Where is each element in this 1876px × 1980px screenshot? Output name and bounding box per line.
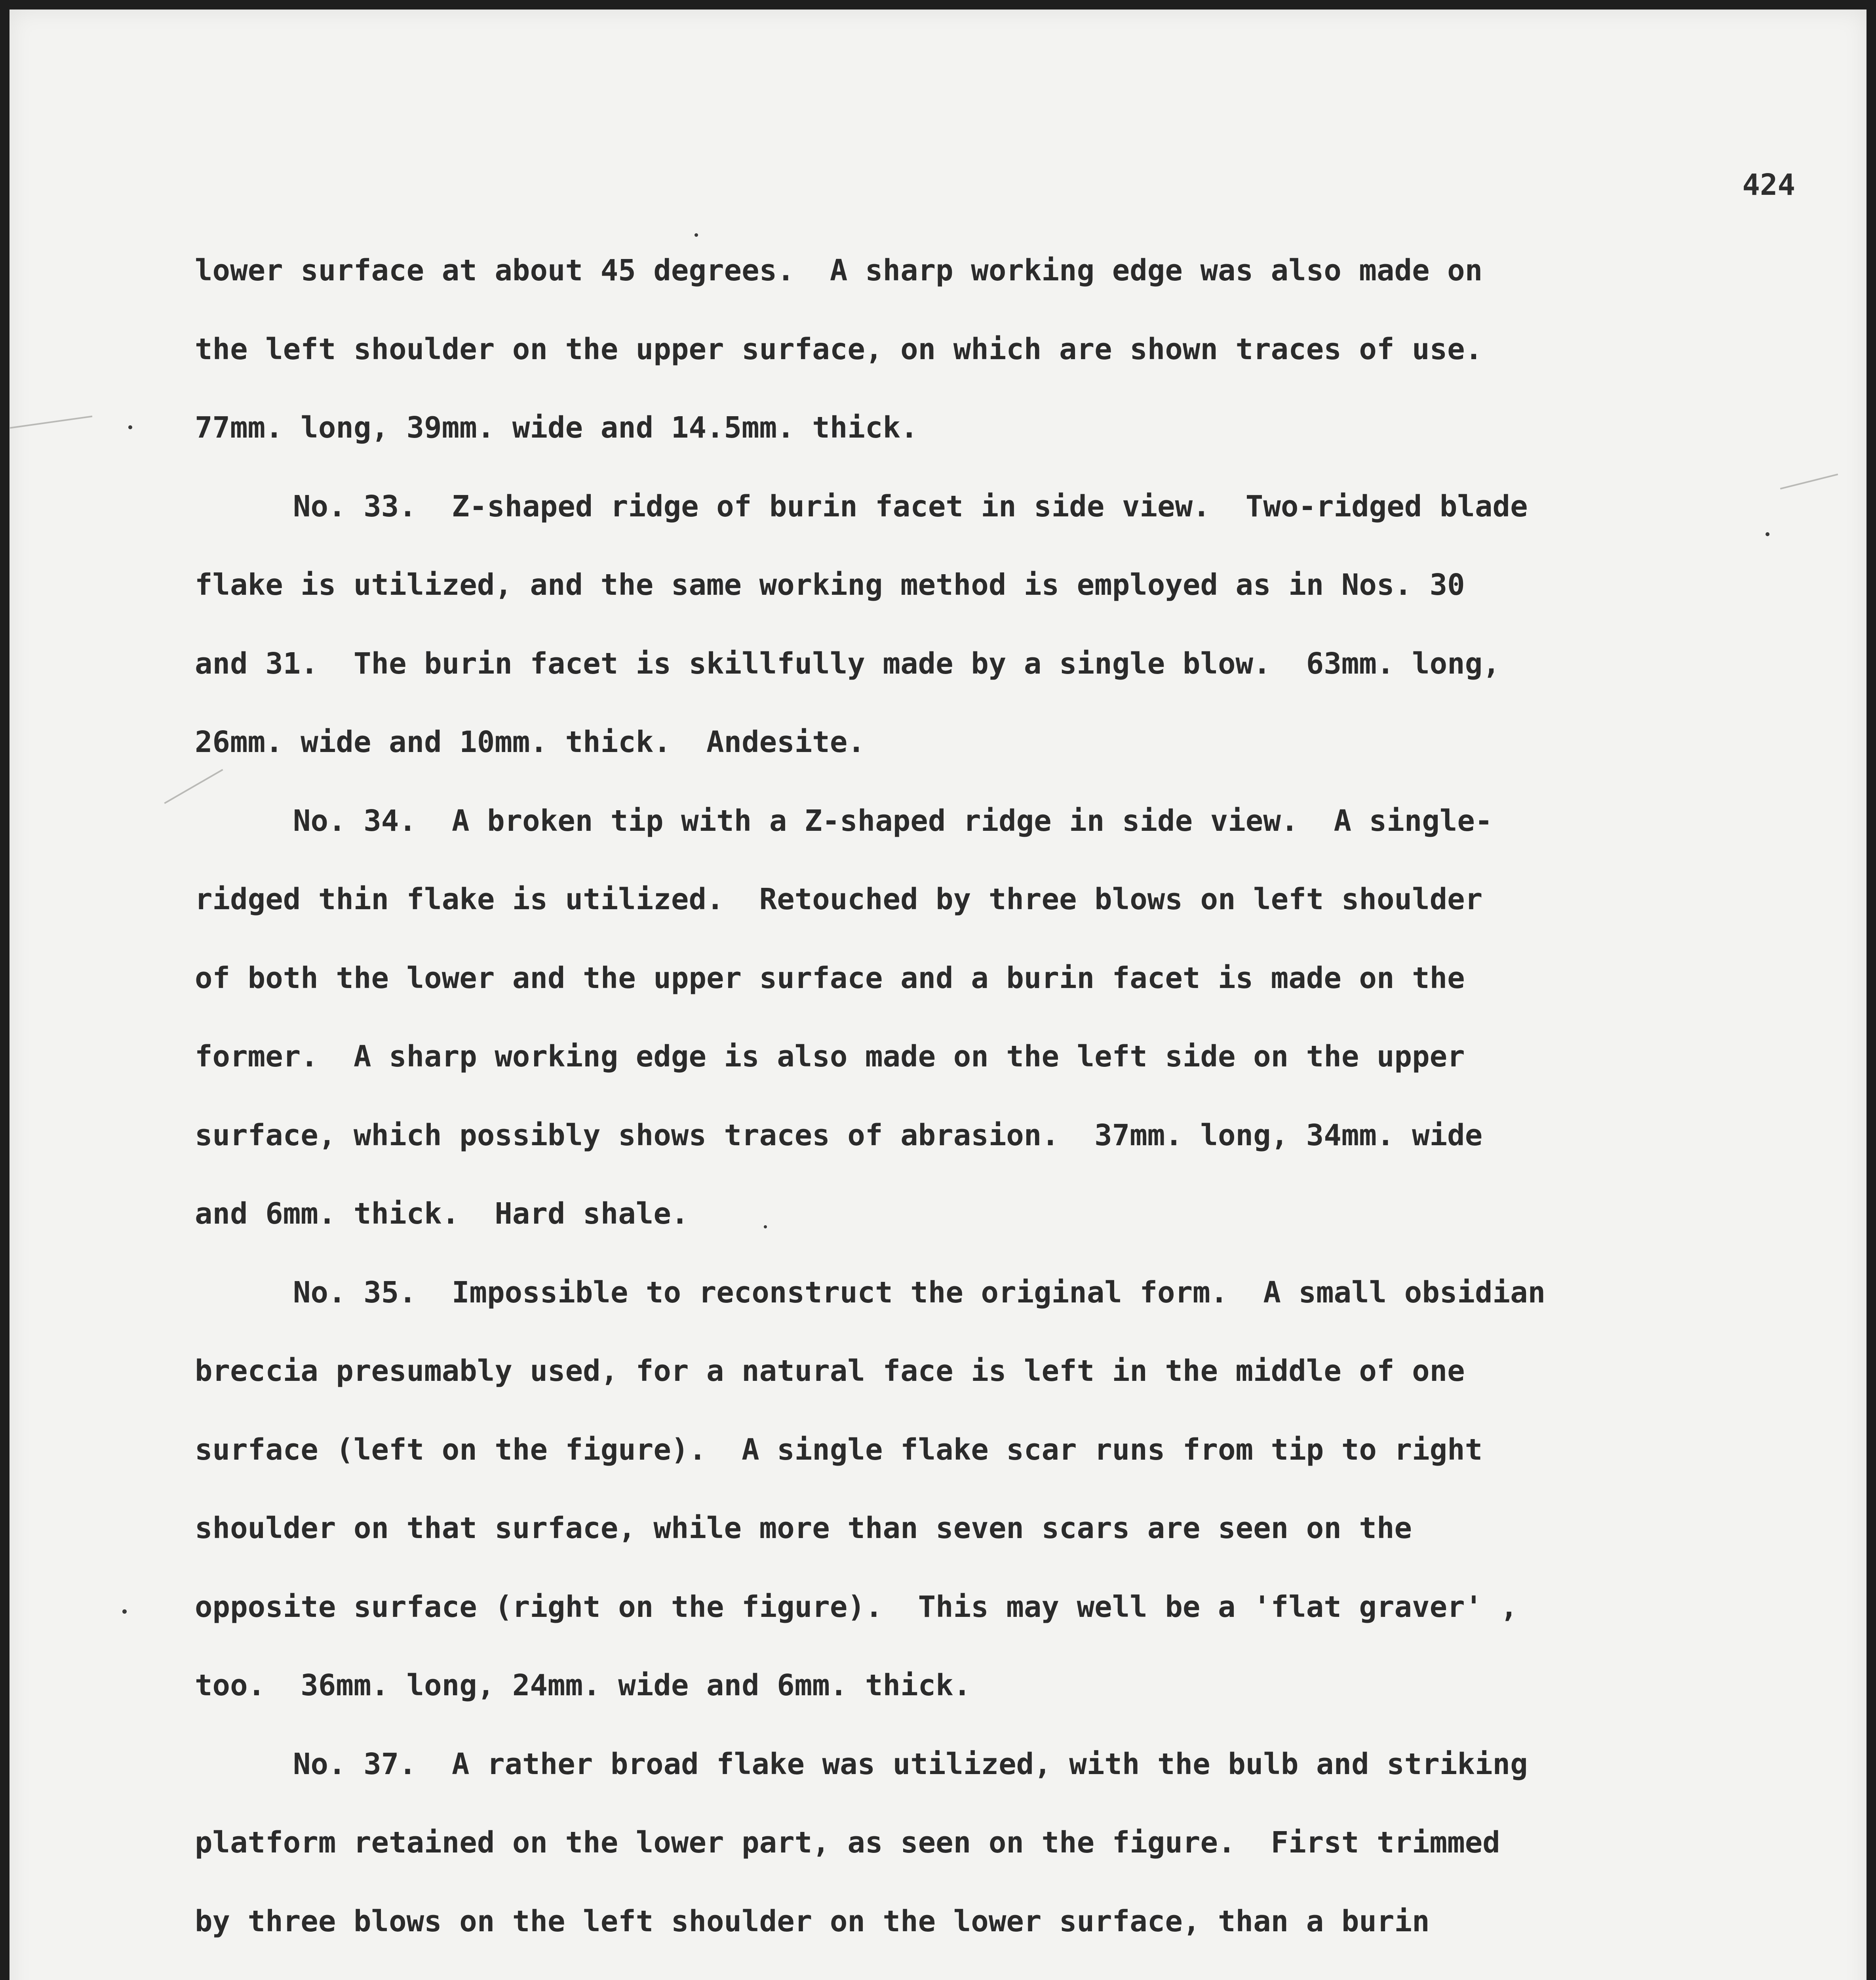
text-line: surface, which possibly shows traces of abrasion. 37mm. long, 34mm. wide [195, 1118, 1483, 1152]
text-line: too. 36mm. long, 24mm. wide and 6mm. thick. [195, 1668, 971, 1702]
scan-mark [1780, 474, 1838, 489]
text-line: of both the lower and the upper surface and a burin facet is made on the [195, 961, 1465, 995]
body-text [195, 231, 1759, 1980]
document-page [10, 10, 1866, 1980]
text-line: flake is utilized, and the same working method is employed as in Nos. 30 [195, 568, 1465, 602]
scan-speck [1766, 532, 1769, 536]
text-line: platform retained on the lower part, as seen on the figure. First trimmed [195, 1826, 1500, 1860]
text-line: lower surface at about 45 degrees. A sharp working edge was also made on [195, 253, 1483, 287]
text-line: opposite surface (right on the figure). This may well be a 'flat graver' , [195, 1590, 1518, 1624]
text-line: former. A sharp working edge is also made on the left side on the upper [195, 1040, 1465, 1074]
text-line: surface (left on the figure). A single flake scar runs from tip to right [195, 1432, 1483, 1467]
text-line: No. 34. A broken tip with a Z-shaped ridge in side view. A single- [293, 803, 1493, 838]
scan-speck [128, 425, 132, 429]
text-line: the left shoulder on the upper surface, on which are shown traces of use. [195, 332, 1483, 366]
text-line: by three blows on the left shoulder on the lower surface, than a burin [195, 1904, 1430, 1938]
text-line: shoulder on that surface, while more than seven scars are seen on the [195, 1511, 1412, 1545]
scan-speck [764, 1225, 767, 1228]
scan-mark [10, 415, 93, 428]
text-line [195, 1961, 1759, 1980]
text-line: breccia presumably used, for a natural face is left in the middle of one [195, 1354, 1465, 1388]
text-line: No. 33. Z-shaped ridge of burin facet in side view. Two-ridged blade [293, 489, 1528, 524]
text-line: 26mm. wide and 10mm. thick. Andesite. [195, 725, 865, 759]
scan-speck [694, 233, 698, 237]
text-line: No. 35. Impossible to reconstruct the original form. A small obsidian [293, 1275, 1546, 1310]
text-line: and 31. The burin facet is skillfully made by a single blow. 63mm. long, [195, 646, 1500, 681]
text-line: ridged thin flake is utilized. Retouched by three blows on left shoulder [195, 882, 1483, 916]
text-line: 77mm. long, 39mm. wide and 14.5mm. thick. [195, 411, 918, 445]
text-line: No. 37. A rather broad flake was utilized, with the bulb and striking [293, 1747, 1528, 1781]
scan-speck [122, 1609, 127, 1614]
page-number: 424 [1742, 168, 1795, 202]
text-line: and 6mm. thick. Hard shale. [195, 1197, 689, 1231]
